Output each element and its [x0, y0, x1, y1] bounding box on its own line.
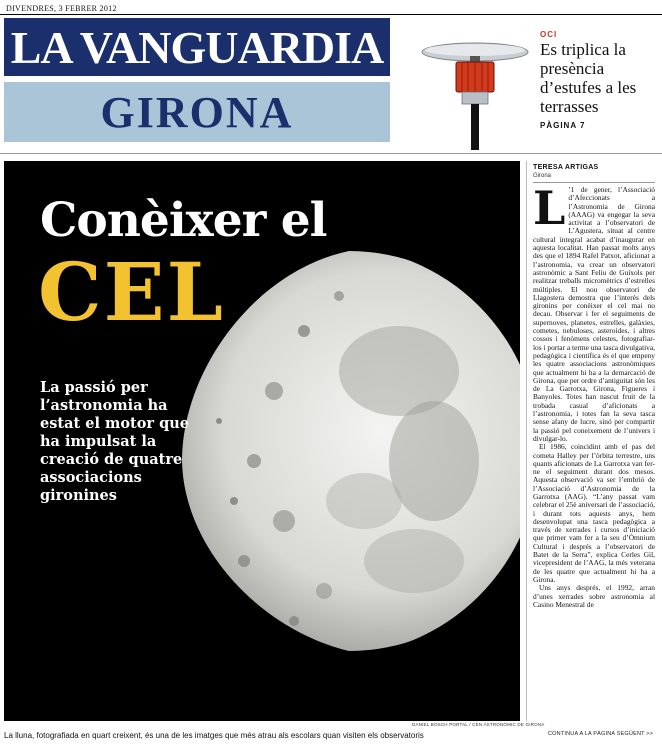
article-paragraph: [533, 186, 655, 443]
feature-headline-line2[interactable]: CEL: [38, 245, 225, 339]
masthead-edition[interactable]: GIRONA: [4, 82, 390, 142]
article-paragraph: Uns anys després, el 1992, arran d’unes xerrades sobre astronomia al Casino Menestral de: [533, 583, 655, 609]
photo-credit: DANIEL BOSCH PORTAL / CEN ASTRONÒMIC DE GIRONA: [412, 722, 545, 727]
article-paragraph-text: ’1 de gener, l’Associació d’Afeccionats a l’Astronomia de Girona (AAAG) va engegar la seva activitat a l’observatori de L’Agustera, situat al centre cultural integral acabat d’inaugurar en aquesta localitat. Han passat molts anys des que el 1894 Rafel Patxot, aficionat a l’astronomia, va crear un observatori astronòmic a Sant Feliu de Guíxols per realitzar treballs micromètrics d’estrelles múltiples. El nou observatori de Llagostera demostra que l’interès dels gironins per conèixer el cel mai no decau. Observar i fer el seguiments de supernoves, planetes, estrelles, galàxies, cometes, nebuloses, asteroides, i altres cossos i fenòmens celestes, fotografiar-los i portar a terme una tasca divulgativa, pedagògica i científica és el que empeny les quatre associacions astronòmiques que actualment hi ha a la demarcació de Girona, que per ordre d’antiguitat són les de La Garrotxa, Girona, Figueres i Banyoles. Totes han nascut fruit de la trobada casual d’aficionats a l’astronomia, i totes fan la seva tasca sense afany de lucre, sinó per compartir la passió pel coneixement de l’univers i divulgar-lo.: [533, 186, 655, 443]
top-rule: [0, 14, 662, 15]
section-divider: [0, 153, 662, 154]
masthead-title[interactable]: LA VANGUARDIA: [4, 18, 390, 76]
byline-author: TERESA ARTIGAS: [533, 164, 599, 171]
article-body: [533, 186, 655, 722]
feature-photo: [4, 161, 520, 721]
teaser-page-ref[interactable]: PÀGINA 7: [540, 121, 586, 130]
byline-place: Girona: [533, 173, 552, 179]
article-paragraph: El 1986, coincidint amb el pas del cometa Halley per l’òrbita terrestre, uns quants aficionats de La Garrotxa van fer-ne el seguiment durant dos mesos. Aquesta observació va ser l’embrió de l’Associació d’Astronomia de la Garrotxa (AAG). “L’any passat vam celebrar el 25è aniversari de l’associació, i durant tots aquests anys, hem desenvolupat una tasca pedagògica a través de xerrades i cursos d’iniciació que primer vam fer a la seu d’Òmnium Cultural i després a l’observatori de Batet de la Serra”, explica Cerles Gil, vicepresident de l’AAG, la més veterana de les quatre que actualment hi ha a Girona.: [533, 442, 655, 584]
photo-caption: La lluna, fotografiada en quart creixent, és una de les imatges que més atrau als escolars quan visiten els observatoris: [4, 731, 424, 740]
column-rule: [526, 161, 527, 721]
feature-headline-line1[interactable]: Conèixer el: [40, 193, 327, 248]
dateline: DIVENDRES, 3 FEBRER 2012: [6, 4, 117, 13]
patio-heater-image: [420, 38, 530, 150]
article-dropcap: L: [533, 186, 566, 235]
teaser-title[interactable]: Es triplica la presència d’estufes a les terrasses: [540, 40, 637, 116]
teaser-kicker: OCI: [540, 30, 558, 39]
feature-subhead: La passió per l’astronomia ha estat el motor que ha impulsat la creació de quatre associacions gironines: [40, 379, 189, 504]
byline-rule: [533, 182, 655, 183]
continue-link[interactable]: CONTINUA A LA PÀGINA SEGÜENT >>: [548, 731, 654, 737]
